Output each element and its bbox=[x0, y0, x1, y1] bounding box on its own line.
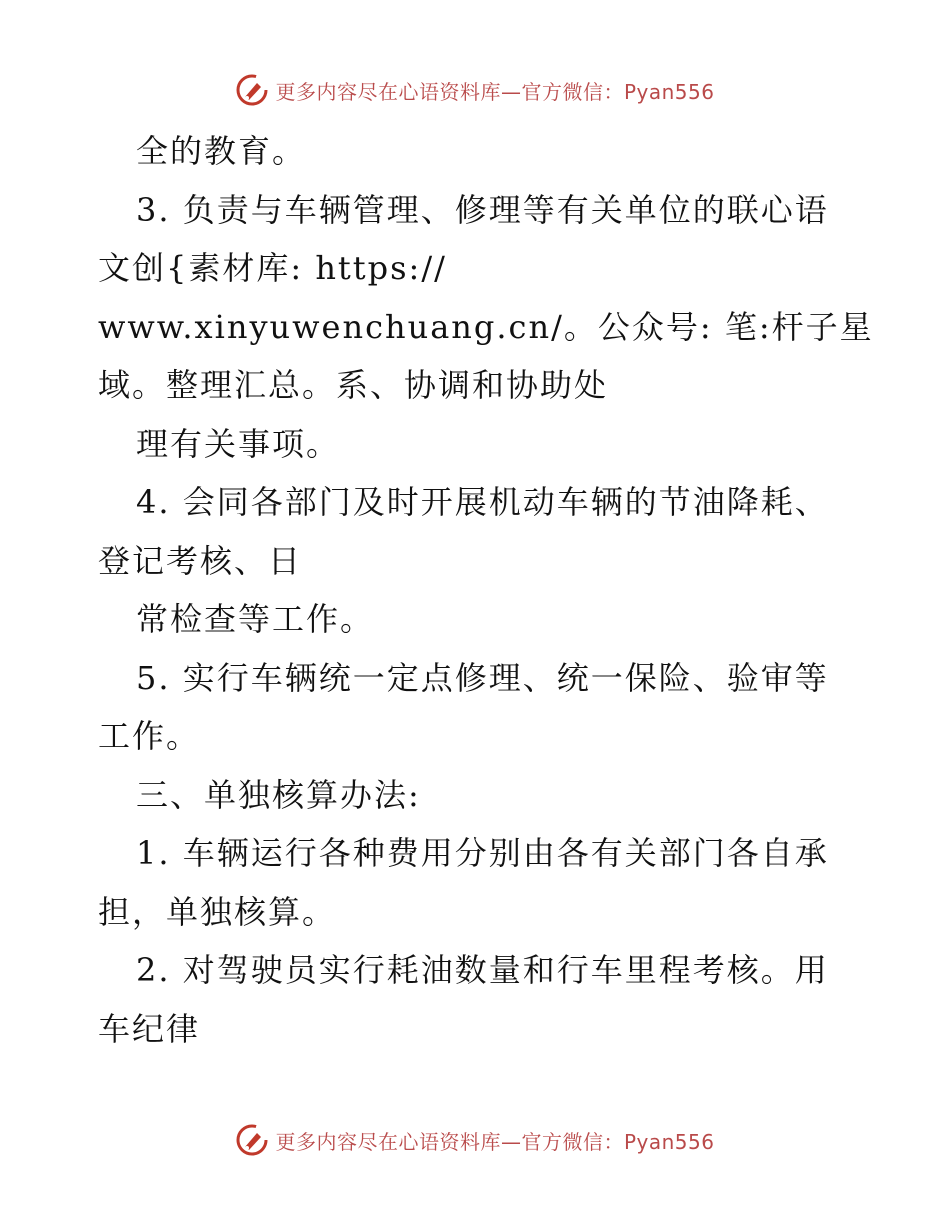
text-line: 3. 负责与车辆管理、修理等有关单位的联心语 bbox=[136, 190, 829, 229]
text-line: 理有关事项。 bbox=[136, 424, 341, 463]
text-line: 三、单独核算办法: bbox=[136, 775, 421, 814]
header-banner bbox=[0, 70, 950, 110]
text-line: 担，单独核算。 bbox=[98, 892, 337, 931]
text-line: 1. 车辆运行各种费用分别由各有关部门各自承 bbox=[136, 834, 829, 872]
text-line: 常检查等工作。 bbox=[136, 600, 375, 638]
text-line: www.xinyuwenchuang.cn/。公众号: 笔:杆子星 bbox=[98, 307, 874, 346]
footer-banner-text: 更多内容尽在心语资料库—官方微信：Pyan556 bbox=[275, 1129, 715, 1154]
text-line: 车纪律 bbox=[98, 1009, 201, 1048]
text-line: 5. 实行车辆统一定点修理、统一保险、验审等 bbox=[136, 658, 829, 697]
pen-nib-logo-icon bbox=[235, 73, 269, 107]
header-banner-text: 更多内容尽在心语资料库—官方微信：Pyan556 bbox=[275, 79, 715, 104]
text-line: 2. 对驾驶员实行耗油数量和行车里程考核。用 bbox=[136, 951, 829, 989]
pen-nib-logo-icon bbox=[235, 1123, 269, 1157]
text-line: 文创{素材库: https:// bbox=[98, 249, 447, 287]
footer-banner bbox=[0, 1120, 950, 1160]
text-line: 4. 会同各部门及时开展机动车辆的节油降耗、 bbox=[136, 483, 829, 521]
text-line: 登记考核、日 bbox=[98, 541, 303, 580]
document-body bbox=[98, 122, 874, 1058]
text-line: 工作。 bbox=[98, 717, 201, 755]
text-line: 域。整理汇总。系、协调和协助处 bbox=[98, 366, 609, 404]
text-line: 全的教育。 bbox=[136, 132, 307, 170]
